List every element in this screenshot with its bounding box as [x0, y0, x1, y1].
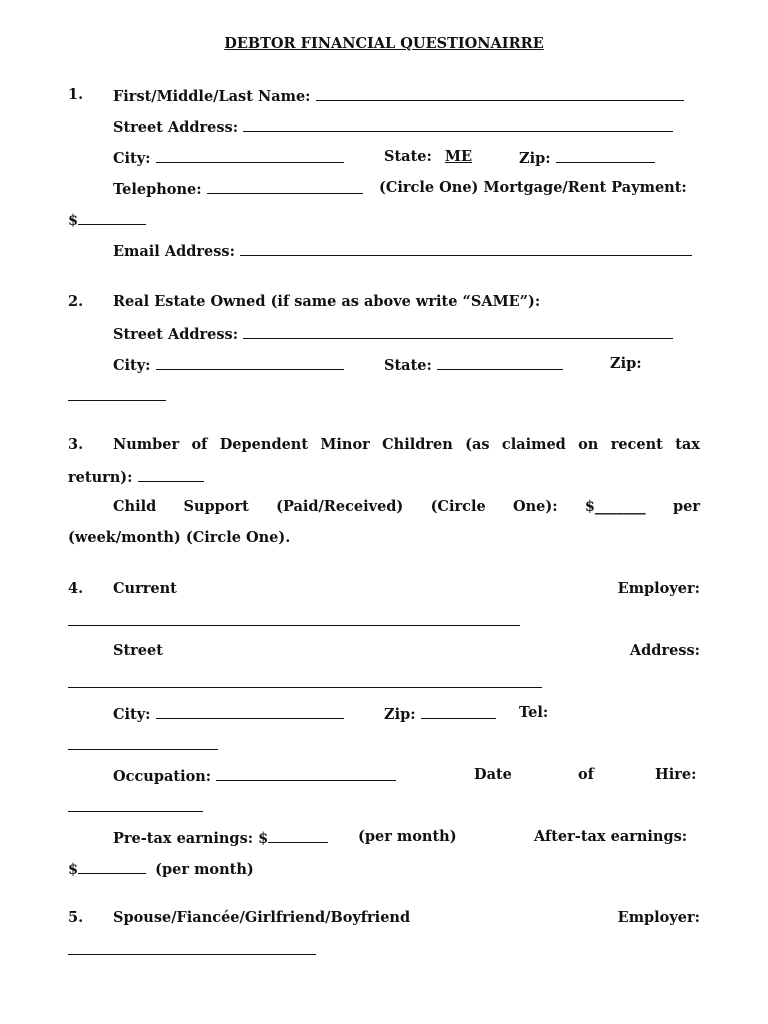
child-support-word: (Paid/Received)	[276, 498, 404, 515]
aftertax-dollar: $	[68, 861, 79, 878]
re-street-row	[113, 324, 673, 343]
section-3-number: 3.	[68, 436, 84, 453]
child-support-word: Child	[113, 498, 157, 515]
emp-zip-label: Zip:	[384, 706, 416, 723]
section-1-number: 1.	[68, 86, 84, 103]
employer-line	[113, 580, 700, 597]
child-support-word: per	[672, 498, 700, 515]
pretax-group	[113, 828, 328, 847]
section-2-number: 2.	[68, 293, 84, 310]
re-city-label: City:	[113, 357, 151, 374]
emp-address-field-row	[68, 673, 542, 692]
section-5-number: 5.	[68, 909, 84, 926]
city-field[interactable]	[156, 148, 344, 163]
zip-field[interactable]	[556, 148, 655, 163]
street-row	[113, 117, 673, 136]
emp-zip-group	[384, 704, 496, 723]
aftertax-label: After-tax earnings:	[534, 828, 688, 845]
dependents-word: Children	[382, 436, 453, 453]
re-state-group	[384, 355, 563, 374]
payment-row	[68, 210, 146, 229]
employer-address-line	[113, 642, 700, 659]
week-month-label: (week/month) (Circle One).	[68, 529, 291, 546]
of-label: of	[578, 766, 594, 783]
email-label: Email Address:	[113, 243, 235, 260]
spouse-employer-field-row	[68, 940, 316, 959]
date-label: Date	[474, 766, 512, 783]
return-label: return):	[68, 469, 133, 486]
dependents-line	[113, 436, 700, 453]
mortgage-rent-label: (Circle One) Mortgage/Rent Payment:	[379, 179, 687, 196]
name-field[interactable]	[316, 86, 684, 101]
emp-city-row	[113, 704, 344, 723]
name-label: First/Middle/Last Name:	[113, 88, 311, 105]
emp-city-label: City:	[113, 706, 151, 723]
re-street-label: Street Address:	[113, 326, 239, 343]
emp-street-label: Street	[113, 642, 163, 659]
dependents-word: of	[191, 436, 208, 453]
emp-tel-label: Tel:	[519, 704, 549, 721]
child-support-word: Support	[183, 498, 249, 515]
street-label: Street Address:	[113, 119, 239, 136]
email-field[interactable]	[240, 241, 692, 256]
re-zip-field-row	[68, 386, 166, 405]
dollar-sign: $	[68, 212, 79, 229]
dependents-word: tax	[675, 436, 700, 453]
emp-address-label: Address:	[629, 642, 700, 659]
child-support-word: (Circle	[430, 498, 486, 515]
re-city-row	[113, 355, 344, 374]
dependents-word: on	[578, 436, 599, 453]
child-support-line	[113, 498, 700, 515]
pretax-label: Pre-tax earnings: $	[113, 830, 269, 847]
employer-field[interactable]	[68, 611, 520, 626]
document-title: DEBTOR FINANCIAL QUESTIONAIRRE	[224, 35, 544, 52]
occupation-group	[113, 766, 396, 785]
emp-zip-field[interactable]	[421, 704, 496, 719]
zip-label: Zip:	[519, 150, 551, 167]
state-value[interactable]: ME	[444, 148, 473, 165]
section-4-number: 4.	[68, 580, 84, 597]
pretax-field[interactable]	[268, 828, 328, 843]
emp-tel-field-row	[68, 735, 218, 754]
spouse-employer-label: Employer:	[617, 909, 700, 926]
spouse-label: Spouse/Fiancée/Girlfriend/Boyfriend	[113, 909, 411, 926]
real-estate-heading: Real Estate Owned (if same as above write “SAME”):	[113, 293, 541, 310]
pretax-per-month: (per month)	[358, 828, 457, 845]
re-zip-field[interactable]	[68, 386, 166, 401]
dependents-field[interactable]	[138, 467, 204, 482]
dependents-word: (as	[465, 436, 490, 453]
re-city-field[interactable]	[156, 355, 344, 370]
dependents-word: Number	[113, 436, 180, 453]
re-street-field[interactable]	[243, 324, 673, 339]
city-row	[113, 148, 344, 167]
dependents-row	[68, 467, 204, 486]
hire-date-field-row	[68, 797, 203, 816]
emp-city-field[interactable]	[156, 704, 344, 719]
telephone-field[interactable]	[207, 179, 363, 194]
re-state-label: State:	[384, 357, 432, 374]
child-support-amount[interactable]: $_______	[584, 498, 646, 515]
dependents-word: Dependent	[219, 436, 309, 453]
employer-field-row	[68, 611, 520, 630]
payment-field[interactable]	[78, 210, 146, 225]
aftertax-field[interactable]	[78, 859, 146, 874]
telephone-label: Telephone:	[113, 181, 202, 198]
zip-group	[519, 148, 655, 167]
dependents-word: Minor	[320, 436, 370, 453]
state-group	[384, 148, 472, 165]
re-state-field[interactable]	[437, 355, 563, 370]
dependents-word: recent	[610, 436, 663, 453]
spouse-employer-field[interactable]	[68, 940, 316, 955]
state-label: State:	[384, 148, 432, 165]
telephone-group	[113, 179, 363, 198]
name-row	[113, 86, 684, 105]
emp-address-field[interactable]	[68, 673, 542, 688]
spouse-employer-line	[113, 909, 700, 926]
city-label: City:	[113, 150, 151, 167]
current-label: Current	[113, 580, 177, 597]
child-support-word: One):	[512, 498, 558, 515]
email-row	[113, 241, 692, 260]
aftertax-row	[68, 859, 254, 878]
emp-tel-field[interactable]	[68, 735, 218, 750]
street-field[interactable]	[243, 117, 673, 132]
hire-label: Hire:	[655, 766, 697, 783]
employer-label: Employer:	[617, 580, 700, 597]
dependents-word: claimed	[501, 436, 566, 453]
occupation-label: Occupation:	[113, 768, 212, 785]
occupation-field[interactable]	[216, 766, 396, 781]
aftertax-per-month: (per month)	[155, 861, 254, 878]
re-zip-label: Zip:	[610, 355, 642, 372]
hire-date-field[interactable]	[68, 797, 203, 812]
